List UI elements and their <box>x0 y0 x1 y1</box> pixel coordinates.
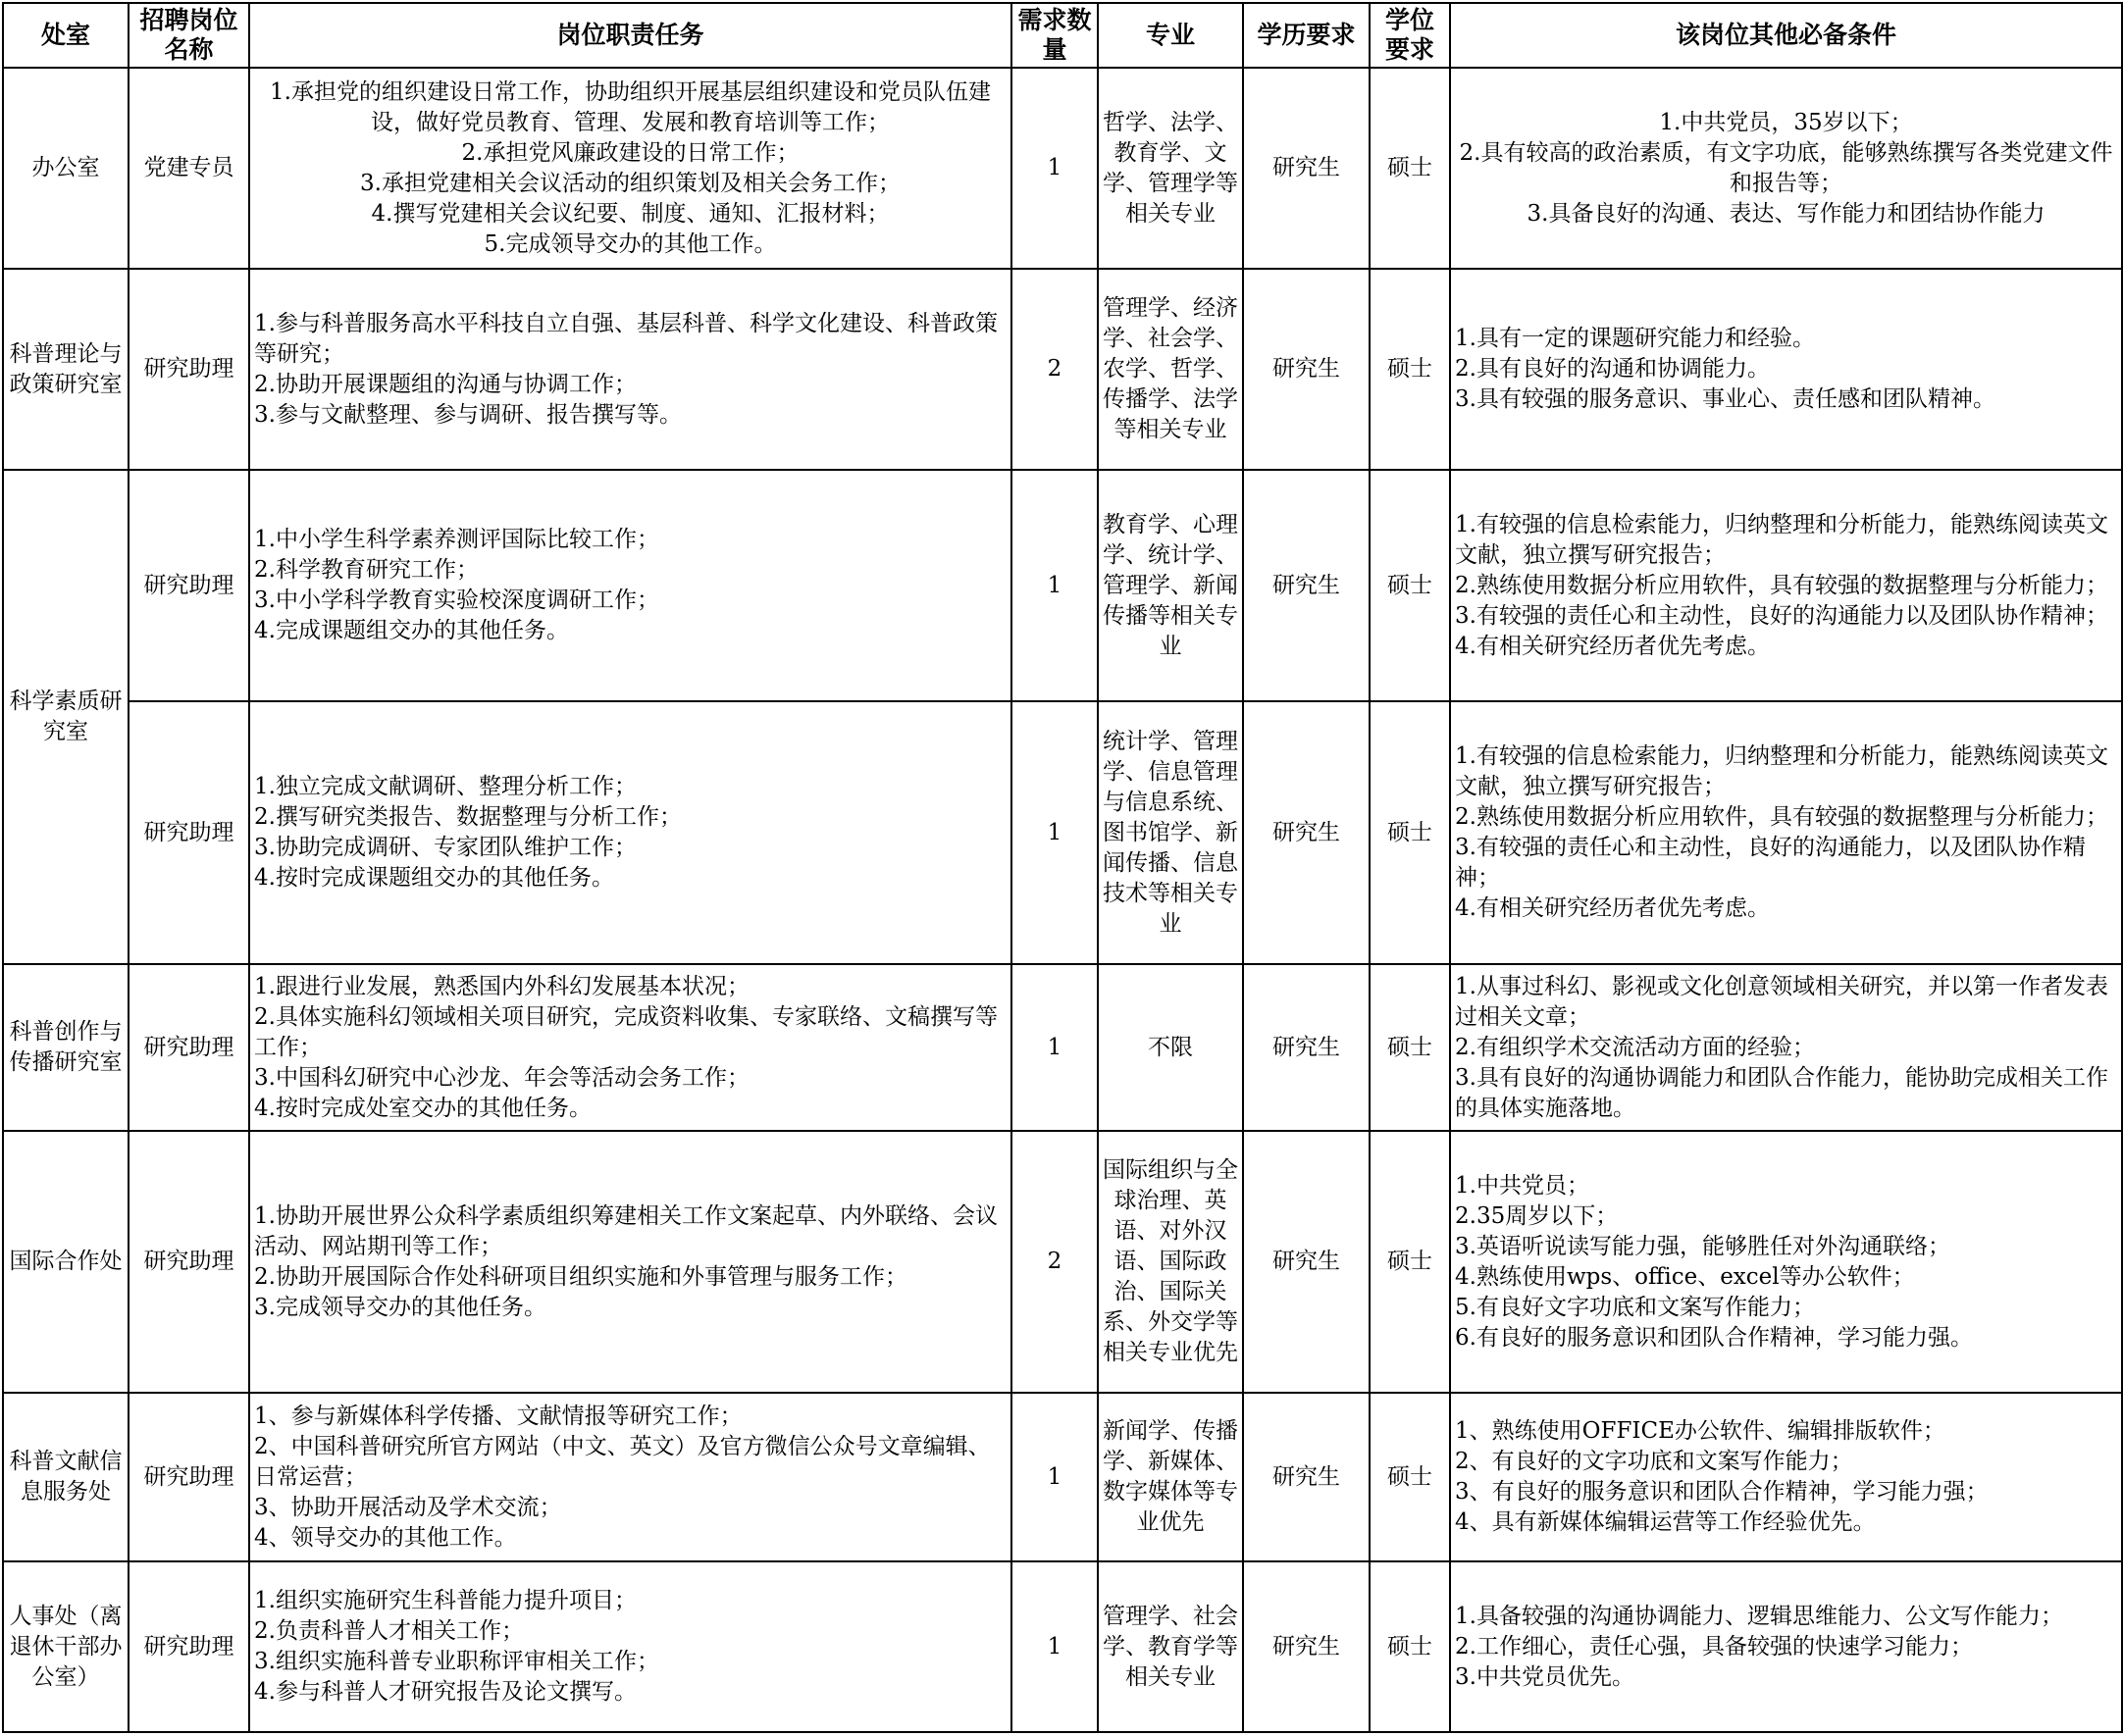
requirement-item: 2.熟练使用数据分析应用软件，具有较强的数据整理与分析能力； <box>1455 572 2108 598</box>
education-cell: 研究生 <box>1243 470 1370 701</box>
dept-cell: 科普创作与传播研究室 <box>3 964 129 1131</box>
position-cell: 研究助理 <box>129 1393 249 1561</box>
dept-cell: 国际合作处 <box>3 1131 129 1393</box>
education-cell: 研究生 <box>1243 701 1370 964</box>
count-cell: 2 <box>1011 269 1098 470</box>
requirement-item: 3.中共党员优先。 <box>1455 1663 1634 1690</box>
count-cell: 1 <box>1011 1393 1098 1561</box>
duty-item: 2.负责科普人才相关工作； <box>254 1618 524 1644</box>
dept-cell: 人事处（离退休干部办公室） <box>3 1561 129 1732</box>
duties-cell <box>249 269 1011 470</box>
requirement-item: 2.熟练使用数据分析应用软件，具有较强的数据整理与分析能力； <box>1455 804 2108 830</box>
requirement-item: 3.具有较强的服务意识、事业心、责任感和团队精神。 <box>1455 386 1995 412</box>
requirement-item: 1、熟练使用OFFICE办公软件、编辑排版软件； <box>1455 1418 1945 1444</box>
count-cell: 1 <box>1011 68 1098 269</box>
header-position: 招聘岗位名称 <box>129 3 249 68</box>
header-degree: 学位要求 <box>1370 3 1450 68</box>
requirement-item: 1.有较强的信息检索能力，归纳整理和分析能力，能熟练阅读英文文献，独立撰写研究报告； <box>1455 743 2108 799</box>
education-cell: 研究生 <box>1243 68 1370 269</box>
position-cell: 研究助理 <box>129 470 249 701</box>
header-requirements: 该岗位其他必备条件 <box>1450 3 2122 68</box>
major-cell: 统计学、管理学、信息管理与信息系统、图书馆学、新闻传播、信息技术等相关专业 <box>1098 701 1243 964</box>
duty-item: 3.完成领导交办的其他任务。 <box>254 1294 546 1320</box>
header-major: 专业 <box>1098 3 1243 68</box>
requirement-item: 6.有良好的服务意识和团队合作精神，学习能力强。 <box>1455 1324 1973 1351</box>
degree-cell: 硕士 <box>1370 1393 1450 1561</box>
education-cell: 研究生 <box>1243 1393 1370 1561</box>
position-cell: 党建专员 <box>129 68 249 269</box>
requirements-cell <box>1450 1561 2122 1732</box>
education-cell: 研究生 <box>1243 964 1370 1131</box>
requirements-cell <box>1450 470 2122 701</box>
count-cell: 2 <box>1011 1131 1098 1393</box>
duty-item: 3.中国科幻研究中心沙龙、年会等活动会务工作； <box>254 1064 750 1091</box>
major-cell: 新闻学、传播学、新媒体、数字媒体等专业优先 <box>1098 1393 1243 1561</box>
requirement-item: 4.熟练使用wps、office、excel等办公软件； <box>1455 1263 1915 1290</box>
dept-cell: 科学素质研究室 <box>3 470 129 964</box>
requirement-item: 4.有相关研究经历者优先考虑。 <box>1455 633 1770 659</box>
requirement-item: 2、有良好的文字功底和文案写作能力； <box>1455 1449 1853 1474</box>
requirements-cell <box>1450 68 2122 269</box>
table-row <box>3 964 2122 1131</box>
major-cell: 哲学、法学、教育学、文学、管理学等相关专业 <box>1098 68 1243 269</box>
duty-item: 1.协助开展世界公众科学素质组织筹建相关工作文案起草、内外联络、会议活动、网站期刊等工作； <box>254 1202 998 1259</box>
requirement-item: 2.工作细心，责任心强，具备较强的快速学习能力； <box>1455 1633 1973 1659</box>
duty-item: 1.中小学生科学素养测评国际比较工作； <box>254 527 659 552</box>
table-row <box>3 1561 2122 1732</box>
table-row <box>3 1393 2122 1561</box>
duties-cell <box>249 68 1011 269</box>
requirements-cell <box>1450 269 2122 470</box>
major-cell: 教育学、心理学、统计学、管理学、新闻传播等相关专业 <box>1098 470 1243 701</box>
requirements-cell <box>1450 1131 2122 1393</box>
requirement-item: 1.从事过科幻、影视或文化创意领域相关研究，并以第一作者发表过相关文章； <box>1455 973 2108 1030</box>
duty-item: 2.具体实施科幻领域相关项目研究，完成资料收集、专家联络、文稿撰写等工作； <box>254 1003 998 1060</box>
duties-cell <box>249 701 1011 964</box>
duty-item: 1.独立完成文献调研、整理分析工作； <box>254 774 637 799</box>
count-cell: 1 <box>1011 470 1098 701</box>
degree-cell: 硕士 <box>1370 701 1450 964</box>
position-cell: 研究助理 <box>129 269 249 470</box>
duty-item: 1.参与科普服务高水平科技自立自强、基层科普、科学文化建设、科普政策等研究； <box>254 310 998 367</box>
table-row <box>3 470 2122 701</box>
major-cell: 管理学、社会学、教育学等相关专业 <box>1098 1561 1243 1732</box>
education-cell: 研究生 <box>1243 1561 1370 1732</box>
header-education: 学历要求 <box>1243 3 1370 68</box>
requirement-item: 4.有相关研究经历者优先考虑。 <box>1455 895 1770 921</box>
table-row <box>3 68 2122 269</box>
requirement-item: 3.有较强的责任心和主动性，良好的沟通能力以及团队协作精神； <box>1455 602 2108 629</box>
degree-cell: 硕士 <box>1370 470 1450 701</box>
header-count: 需求数量 <box>1011 3 1098 68</box>
duty-item: 2.协助开展课题组的沟通与协调工作； <box>254 371 637 397</box>
recruitment-table <box>2 2 2123 1733</box>
duty-item: 4.参与科普人才研究报告及论文撰写。 <box>254 1679 637 1705</box>
duty-item: 2.协助开展国际合作处科研项目组织实施和外事管理与服务工作； <box>254 1263 907 1290</box>
requirement-item: 3.有较强的责任心和主动性，良好的沟通能力，以及团队协作精神； <box>1455 835 2086 891</box>
requirement-item: 1.中共党员； <box>1455 1172 1589 1199</box>
duty-item: 1.跟进行业发展，熟悉国内外科幻发展基本状况； <box>254 973 750 999</box>
duties-cell <box>249 1131 1011 1393</box>
duty-item: 3.中小学科学教育实验校深度调研工作； <box>254 587 659 613</box>
count-cell: 1 <box>1011 1561 1098 1732</box>
dept-cell: 科普理论与政策研究室 <box>3 269 129 470</box>
duty-item: 5.完成领导交办的其他工作。 <box>484 230 777 257</box>
count-cell: 1 <box>1011 964 1098 1131</box>
requirement-item: 3.具有良好的沟通协调能力和团队合作能力，能协助完成相关工作的具体实施落地。 <box>1455 1064 2108 1121</box>
education-cell: 研究生 <box>1243 1131 1370 1393</box>
table-row <box>3 269 2122 470</box>
requirements-cell <box>1450 701 2122 964</box>
requirements-cell <box>1450 1393 2122 1561</box>
count-cell: 1 <box>1011 701 1098 964</box>
requirement-item: 3.英语听说读写能力强，能够胜任对外沟通联络； <box>1455 1233 1950 1259</box>
duty-item: 4.完成课题组交办的其他任务。 <box>254 618 569 643</box>
requirement-item: 2.具有良好的沟通和协调能力。 <box>1455 356 1770 382</box>
requirement-item: 2.具有较高的政治素质，有文字功底，能够熟练撰写各类党建文件和报告等； <box>1459 139 2113 196</box>
duty-item: 1.承担党的组织建设日常工作，协助组织开展基层组织建设和党员队伍建设，做好党员教育、管理、发展和教育培训等工作； <box>270 78 991 135</box>
duties-cell <box>249 470 1011 701</box>
duty-item: 4.撰写党建相关会议纪要、制度、通知、汇报材料； <box>371 200 890 227</box>
degree-cell: 硕士 <box>1370 964 1450 1131</box>
position-cell: 研究助理 <box>129 964 249 1131</box>
duties-cell <box>249 1561 1011 1732</box>
duty-item: 4、领导交办的其他工作。 <box>254 1524 517 1551</box>
requirement-item: 4、具有新媒体编辑运营等工作经验优先。 <box>1455 1509 1876 1535</box>
requirement-item: 2.35周岁以下； <box>1455 1202 1619 1229</box>
degree-cell: 硕士 <box>1370 1561 1450 1732</box>
requirement-item: 3、有良好的服务意识和团队合作精神，学习能力强； <box>1455 1479 1989 1505</box>
requirement-item: 1.中共党员，35岁以下； <box>1659 109 1913 135</box>
table-row <box>3 701 2122 964</box>
dept-cell: 科普文献信息服务处 <box>3 1393 129 1561</box>
requirement-item: 1.具备较强的沟通协调能力、逻辑思维能力、公文写作能力； <box>1455 1603 2063 1629</box>
major-cell: 国际组织与全球治理、英语、对外汉语、国际政治、国际关系、外交学等相关专业优先 <box>1098 1131 1243 1393</box>
requirements-cell <box>1450 964 2122 1131</box>
duty-item: 4.按时完成课题组交办的其他任务。 <box>254 865 614 891</box>
dept-cell: 办公室 <box>3 68 129 269</box>
duty-item: 1.组织实施研究生科普能力提升项目； <box>254 1588 637 1613</box>
duty-item: 2.撰写研究类报告、数据整理与分析工作； <box>254 804 682 830</box>
education-cell: 研究生 <box>1243 269 1370 470</box>
major-cell: 不限 <box>1098 964 1243 1131</box>
header-dept: 处室 <box>3 3 129 68</box>
duty-item: 2.承担党风廉政建设的日常工作； <box>461 139 800 166</box>
requirement-item: 3.具备良好的沟通、表达、写作能力和团结协作能力 <box>1527 200 2045 227</box>
position-cell: 研究助理 <box>129 1131 249 1393</box>
requirement-item: 1.具有一定的课题研究能力和经验。 <box>1455 326 1815 351</box>
degree-cell: 硕士 <box>1370 68 1450 269</box>
requirement-item: 2.有组织学术交流活动方面的经验； <box>1455 1034 1815 1060</box>
degree-cell: 硕士 <box>1370 269 1450 470</box>
duty-item: 3.协助完成调研、专家团队维护工作； <box>254 835 637 860</box>
duty-item: 3.参与文献整理、参与调研、报告撰写等。 <box>254 401 682 428</box>
degree-cell: 硕士 <box>1370 1131 1450 1393</box>
header-duties: 岗位职责任务 <box>249 3 1011 68</box>
major-cell: 管理学、经济学、社会学、农学、哲学、传播学、法学等相关专业 <box>1098 269 1243 470</box>
requirement-item: 1.有较强的信息检索能力，归纳整理和分析能力，能熟练阅读英文文献，独立撰写研究报告； <box>1455 511 2108 568</box>
duty-item: 4.按时完成处室交办的其他任务。 <box>254 1095 592 1121</box>
duty-item: 2.科学教育研究工作； <box>254 557 479 583</box>
duty-item: 2、中国科普研究所官方网站（中文、英文）及官方微信公众号文章编辑、日常运营； <box>254 1433 991 1490</box>
position-cell: 研究助理 <box>129 1561 249 1732</box>
requirement-item: 5.有良好文字功底和文案写作能力； <box>1455 1294 1815 1320</box>
duties-cell <box>249 1393 1011 1561</box>
duty-item: 3.承担党建相关会议活动的组织策划及相关会务工作； <box>360 170 901 196</box>
duty-item: 1、参与新媒体科学传播、文献情报等研究工作； <box>254 1403 743 1429</box>
header-row <box>3 3 2122 68</box>
duty-item: 3、协助开展活动及学术交流； <box>254 1494 562 1520</box>
duties-cell <box>249 964 1011 1131</box>
position-cell: 研究助理 <box>129 701 249 964</box>
duty-item: 3.组织实施科普专业职称评审相关工作； <box>254 1649 659 1674</box>
table-row <box>3 1131 2122 1393</box>
